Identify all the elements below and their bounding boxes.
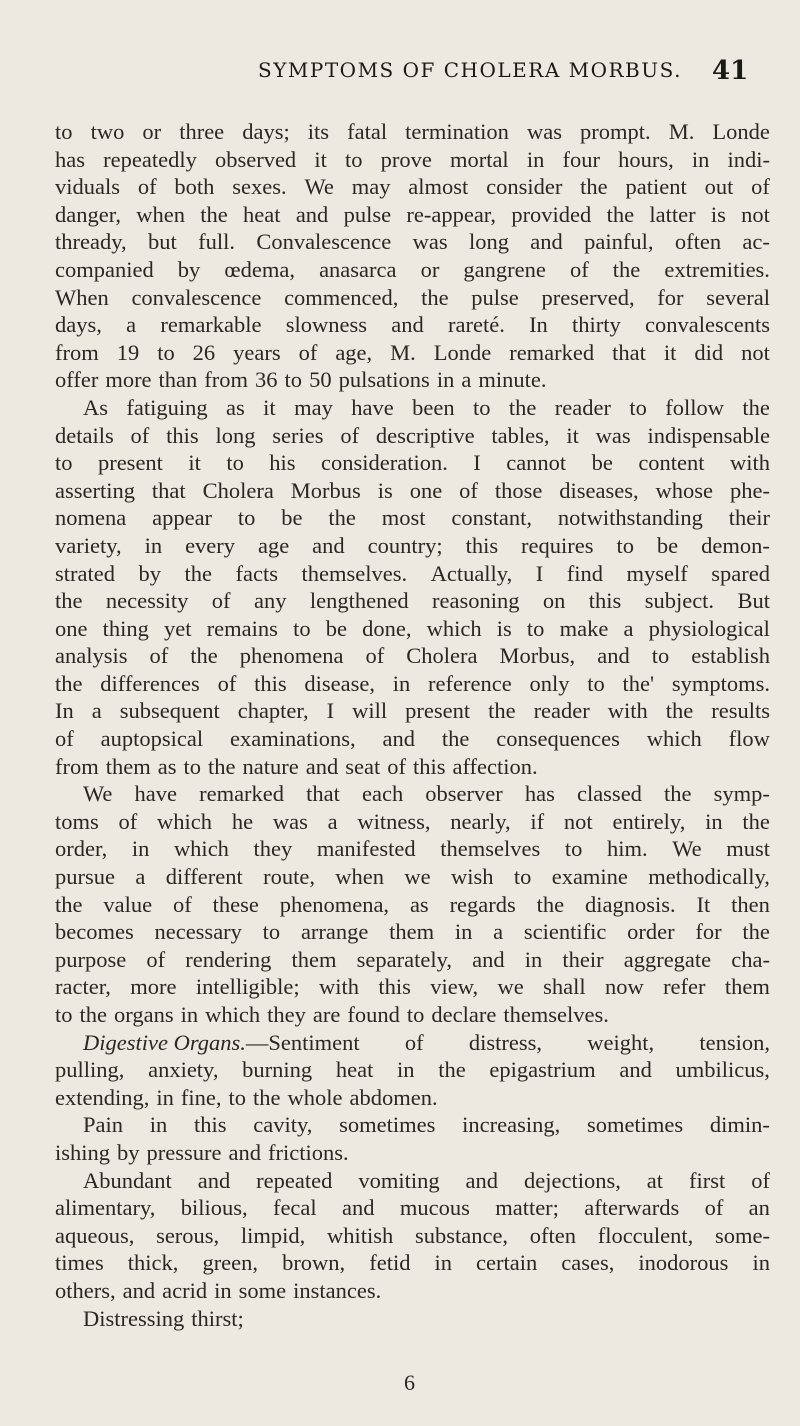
text-line: Abundant and repeated vomiting and dejections, at first of [83, 1167, 770, 1193]
text-line: has repeatedly observed it to prove mortal in four hours, in indi- [55, 146, 770, 172]
running-head [0, 56, 800, 96]
text-line: the necessity of any lengthened reasoning on this subject. But [55, 588, 770, 614]
text-line: viduals of both sexes. We may almost consider the patient out of [55, 174, 770, 200]
text-line: ishing by pressure and frictions. [55, 1139, 349, 1165]
text-line: pulling, anxiety, burning heat in the epigastrium and umbilicus, [55, 1057, 770, 1083]
text-line: to the organs in which they are found to declare themselves. [55, 1002, 609, 1027]
text-line: days, a remarkable slowness and rareté. In thirty convalescents [55, 312, 770, 338]
text-line: toms of which he was a witness, nearly, if not entirely, in the [55, 808, 770, 834]
text-line: alimentary, bilious, fecal and mucous matter; afterwards of an [55, 1195, 770, 1221]
text-line: purpose of rendering them separately, and in their aggregate cha- [55, 946, 770, 972]
text-line: aqueous, serous, limpid, whitish substance, often flocculent, some- [55, 1222, 770, 1248]
text-line: Pain in this cavity, sometimes increasing, sometimes dimin- [83, 1112, 770, 1138]
text-line: the differences of this disease, in reference only to the' symptoms. [55, 670, 770, 696]
text-line: times thick, green, brown, fetid in certain cases, inodorous in [55, 1250, 770, 1276]
text-line: of auptopsical examinations, and the consequences which flow [55, 726, 770, 752]
signature-mark: 6 [404, 1370, 415, 1395]
text-line: order, in which they manifested themselves to him. We must [55, 836, 770, 862]
text-line: strated by the facts themselves. Actually, I find myself spared [55, 560, 770, 586]
text-line: extending, in fine, to the whole abdomen. [55, 1084, 438, 1110]
text-line: pursue a different route, when we wish to examine methodically, [55, 864, 770, 890]
text-line: from them as to the nature and seat of this affection. [55, 753, 538, 779]
text-line: details of this long series of descriptive tables, it was indispensable [55, 422, 770, 448]
text-line: nomena appear to be the most constant, notwithstanding their [55, 505, 770, 531]
body-text [55, 118, 770, 1332]
text-line: to two or three days; its fatal termination was prompt. M. Londe [55, 119, 770, 144]
text-line: to present it to his consideration. I cannot be content with [55, 450, 770, 476]
text-line: In a subsequent chapter, I will present the reader with the results [55, 698, 770, 724]
running-title: SYMPTOMS OF CHOLERA MORBUS. [258, 58, 682, 82]
text-line: companied by œdema, anasarca or gangrene of the extremities. [55, 256, 770, 282]
text-line: asserting that Cholera Morbus is one of those diseases, whose phe- [55, 477, 770, 503]
text-line: We have remarked that each observer has classed the symp- [83, 781, 770, 807]
text-line: becomes necessary to arrange them in a scientific order for the [55, 919, 770, 945]
text-line: thready, but full. Convalescence was long and painful, often ac- [55, 229, 770, 255]
text-line: Distressing thirst; [83, 1305, 244, 1331]
text-line: offer more than from 36 to 50 pulsations in a minute. [55, 367, 547, 393]
text-line: racter, more intelligible; with this view, we shall now refer them [55, 974, 770, 1000]
text-line: the value of these phenomena, as regards the diagnosis. It then [55, 891, 770, 917]
text-line: analysis of the phenomena of Cholera Morbus, and to establish [55, 643, 770, 669]
text-line: from 19 to 26 years of age, M. Londe remarked that it did not [55, 339, 770, 365]
page-number: 41 [712, 56, 749, 86]
text-line: one thing yet remains to be done, which is to make a physiological [55, 615, 770, 641]
text-line: When convalescence commenced, the pulse preserved, for several [55, 284, 770, 310]
text-line: variety, in every age and country; this requires to be demon- [55, 532, 770, 558]
text-line: danger, when the heat and pulse re-appear, provided the latter is not [55, 201, 770, 227]
text-line: As fatiguing as it may have been to the reader to follow the [83, 394, 770, 420]
text-line: Digestive Organs.—Sentiment of distress, weight, tension, [83, 1029, 770, 1055]
text-line: others, and acrid in some instances. [55, 1277, 382, 1303]
